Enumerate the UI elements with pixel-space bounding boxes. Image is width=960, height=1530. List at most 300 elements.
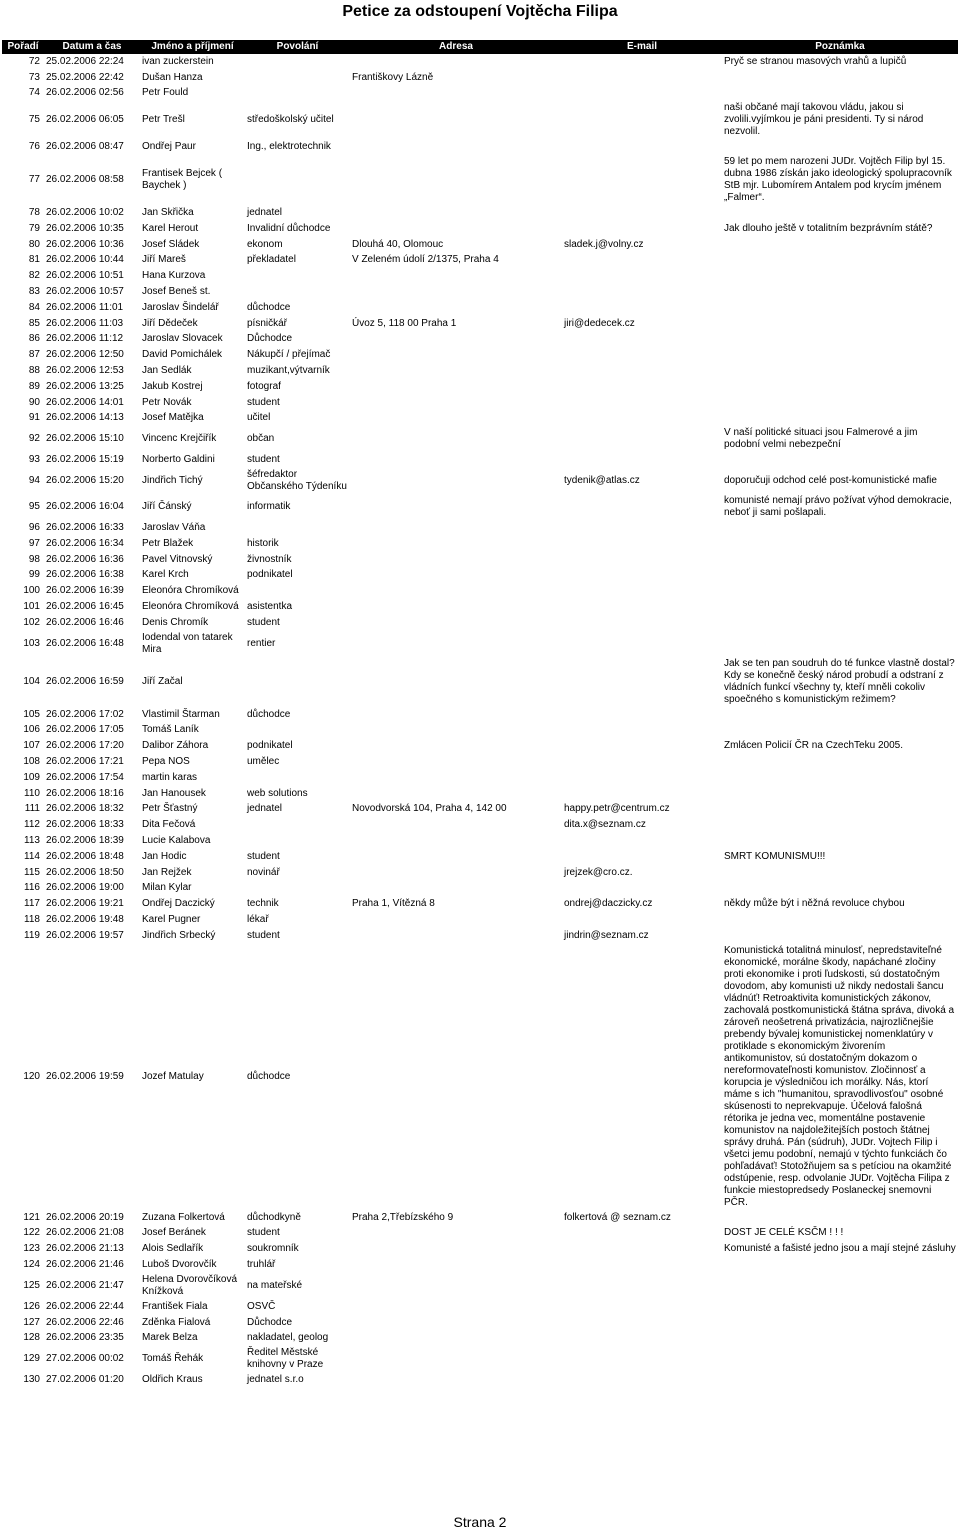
table-row: [2, 1346, 958, 1372]
row-name: Jindřich Srbecký: [142, 929, 216, 941]
row-occupation: student: [245, 615, 350, 631]
row-email: [562, 155, 722, 205]
row-address: [350, 221, 562, 237]
row-note: [722, 1299, 958, 1315]
row-order: 83: [28, 286, 40, 298]
table-row: [2, 520, 958, 536]
row-name: Alois Sedlařík: [142, 1243, 204, 1255]
row-note: [722, 552, 958, 568]
row-order: 78: [2, 205, 44, 221]
row-name: Eleonóra Chromíková: [142, 601, 239, 613]
row-email: [562, 1257, 722, 1273]
row-email: [562, 1372, 722, 1388]
row-datetime: 26.02.2006 15:20: [44, 468, 140, 494]
row-name: David Pomichálek: [142, 349, 223, 361]
row-name: Vlastimil Štarman: [142, 708, 220, 720]
row-email[interactable]: folkertová @ seznam.cz: [564, 1211, 671, 1223]
row-note: Jak dlouho ještě v totalitním bezprávním státě?: [724, 222, 933, 234]
row-email[interactable]: tydenik@atlas.cz: [562, 468, 722, 494]
row-email: [562, 253, 722, 269]
row-datetime: 25.02.2006 22:42: [46, 71, 124, 83]
row-email[interactable]: dita.x@seznam.cz: [562, 817, 722, 833]
table-row: [2, 615, 958, 631]
row-email: [562, 1346, 722, 1372]
row-address: [350, 284, 562, 300]
row-note: SMRT KOMUNISMU!!!: [722, 849, 958, 865]
row-name: Josef Sládek: [140, 237, 245, 253]
row-name: Tomáš Laník: [140, 723, 245, 739]
row-datetime: 26.02.2006 21:13: [46, 1243, 124, 1255]
row-note: [722, 452, 958, 468]
row-address: Dlouhá 40, Olomouc: [350, 237, 562, 253]
row-address: [350, 583, 562, 599]
row-email[interactable]: happy.petr@centrum.cz: [564, 803, 670, 815]
row-datetime: 26.02.2006 10:02: [44, 205, 140, 221]
row-datetime: 26.02.2006 12:50: [46, 349, 124, 361]
table-row: [2, 411, 958, 427]
row-email: [562, 599, 722, 615]
row-occupation: občan: [245, 426, 350, 452]
row-order: 97: [28, 537, 40, 549]
row-name: martin karas: [142, 771, 198, 783]
row-name: Petr Novák: [140, 395, 245, 411]
row-occupation: podnikatel: [247, 740, 293, 752]
header-occupation: Povolání: [245, 40, 350, 54]
row-order: 89: [28, 380, 40, 392]
row-order: 96: [2, 520, 44, 536]
table-row: [2, 833, 958, 849]
row-name: Karel Herout: [142, 222, 199, 234]
row-note: [722, 139, 958, 155]
row-address: [350, 494, 562, 520]
row-order: 124: [2, 1257, 44, 1273]
row-order: 73: [28, 71, 40, 83]
row-occupation: Invalidní důchodce: [247, 222, 331, 234]
row-note: [722, 770, 958, 786]
row-datetime: 26.02.2006 10:44: [46, 254, 124, 266]
row-address: [350, 54, 562, 70]
row-email: [562, 205, 722, 221]
row-address: [350, 395, 562, 411]
row-order: 122: [2, 1225, 44, 1241]
row-order: 76: [2, 139, 44, 155]
table-row: [2, 1225, 958, 1241]
row-order: 123: [23, 1243, 40, 1255]
row-email: [562, 139, 722, 155]
row-occupation: překladatel: [247, 254, 296, 266]
table-row: [2, 205, 958, 221]
row-name: Marek Belza: [140, 1330, 245, 1346]
row-address: [350, 1330, 562, 1346]
row-name: Milan Kylar: [140, 880, 245, 896]
row-note: [722, 268, 958, 284]
table-row: [2, 802, 958, 818]
row-email: [562, 452, 722, 468]
row-datetime: 26.02.2006 16:36: [44, 552, 140, 568]
row-datetime: 26.02.2006 17:02: [46, 708, 124, 720]
row-order: 119: [24, 929, 40, 941]
row-datetime: 26.02.2006 18:16: [44, 786, 140, 802]
row-order: 75: [28, 114, 40, 126]
table-row: [2, 316, 958, 332]
row-name: Karel Krch: [142, 569, 189, 581]
row-name: Jan Hanousek: [140, 786, 245, 802]
row-address: [350, 411, 562, 427]
row-datetime: 26.02.2006 02:56: [44, 86, 140, 102]
row-datetime: 26.02.2006 18:50: [46, 866, 124, 878]
row-occupation: student: [245, 395, 350, 411]
row-name: Helena Dvorovčíková Knížková: [142, 1273, 238, 1297]
row-occupation: [245, 880, 350, 896]
row-address: Praha 2,Třebízského 9: [352, 1211, 454, 1223]
row-note: Jak se ten pan soudruh do té funkce vlastně dostal? Kdy se konečně český národ probudí a odstraní z vládních funkcí všechny ty, kteří mněli cokoliv spoečného s komunistickým režimem?: [722, 657, 958, 707]
row-datetime: 26.02.2006 17:21: [44, 754, 140, 770]
row-datetime: 26.02.2006 16:38: [46, 569, 124, 581]
table-row: [2, 1241, 958, 1257]
row-note: [722, 536, 958, 552]
row-address: [350, 849, 562, 865]
row-datetime: 26.02.2006 10:57: [46, 286, 124, 298]
table-row: [2, 738, 958, 754]
table-row: [2, 599, 958, 615]
table-row: [2, 1372, 958, 1388]
row-address: [350, 615, 562, 631]
row-note: [722, 817, 958, 833]
row-occupation: [245, 70, 350, 86]
row-datetime: 26.02.2006 22:44: [44, 1299, 140, 1315]
row-address: [350, 452, 562, 468]
row-datetime: 26.02.2006 16:33: [44, 520, 140, 536]
row-occupation: Důchodce: [245, 332, 350, 348]
row-note: [722, 1372, 958, 1388]
row-order: 109: [23, 771, 40, 783]
table-row: [2, 583, 958, 599]
row-order: 117: [24, 898, 40, 910]
row-order: 87: [28, 349, 40, 361]
row-email: [562, 770, 722, 786]
table-row: [2, 849, 958, 865]
row-occupation: podnikatel: [247, 569, 293, 581]
row-order: 128: [2, 1330, 44, 1346]
row-order: 116: [2, 880, 44, 896]
table-row: [2, 268, 958, 284]
row-email: [562, 86, 722, 102]
row-datetime: 26.02.2006 20:19: [46, 1211, 124, 1223]
page-number: Strana 2: [453, 1514, 507, 1530]
row-name: Zuzana Folkertová: [142, 1211, 225, 1223]
row-datetime: 26.02.2006 16:48: [46, 637, 124, 649]
row-order: 95: [28, 501, 40, 513]
row-note: [722, 347, 958, 363]
table-row: [2, 139, 958, 155]
row-note: [722, 707, 958, 723]
row-datetime: 26.02.2006 22:46: [46, 1316, 124, 1328]
row-email: [562, 849, 722, 865]
row-occupation: lékař: [245, 912, 350, 928]
table-row: [2, 1210, 958, 1226]
row-occupation: důchodce: [245, 300, 350, 316]
row-datetime: 26.02.2006 16:34: [46, 537, 124, 549]
row-note: [722, 599, 958, 615]
row-datetime: 26.02.2006 21:46: [44, 1257, 140, 1273]
row-datetime: 26.02.2006 21:08: [44, 1225, 140, 1241]
row-email: [562, 1315, 722, 1331]
row-email: [562, 1330, 722, 1346]
row-address: Praha 1, Vítězná 8: [352, 898, 435, 910]
row-name: Vincenc Krejčiřík: [140, 426, 245, 452]
table-row: [2, 770, 958, 786]
row-occupation: učitel: [247, 412, 271, 424]
row-note: [722, 205, 958, 221]
row-name: Jan Skřička: [140, 205, 245, 221]
row-occupation: umělec: [245, 754, 350, 770]
row-order: 74: [2, 86, 44, 102]
row-datetime: 26.02.2006 18:33: [44, 817, 140, 833]
row-email: [562, 880, 722, 896]
row-datetime: 26.02.2006 11:03: [46, 317, 124, 329]
row-order: 112: [2, 817, 44, 833]
row-email: [562, 1299, 722, 1315]
row-note: [722, 395, 958, 411]
table-row: [2, 928, 958, 944]
row-order: 107: [23, 740, 40, 752]
row-occupation: [245, 833, 350, 849]
table-row: [2, 1330, 958, 1346]
row-note: [722, 880, 958, 896]
row-note: [722, 379, 958, 395]
row-occupation: důchodkyně: [247, 1211, 301, 1223]
row-occupation: důchodce: [245, 944, 350, 1210]
row-order: 105: [23, 708, 40, 720]
row-order: 100: [2, 583, 44, 599]
row-occupation: [245, 155, 350, 205]
row-occupation: [245, 817, 350, 833]
row-address: [350, 833, 562, 849]
row-occupation: [245, 583, 350, 599]
row-occupation: student: [247, 454, 280, 466]
row-note: [722, 723, 958, 739]
row-order: 114: [2, 849, 44, 865]
row-note: [722, 754, 958, 770]
row-datetime: 26.02.2006 17:54: [46, 771, 124, 783]
row-address: [350, 1372, 562, 1388]
row-occupation: [245, 657, 350, 707]
row-note: [722, 70, 958, 86]
row-name: Iodendal von tatarek Mira: [142, 631, 233, 655]
table-row: [2, 426, 958, 452]
row-datetime: 26.02.2006 10:36: [44, 237, 140, 253]
row-note: [722, 928, 958, 944]
row-datetime: 26.02.2006 10:51: [44, 268, 140, 284]
table-row: [2, 896, 958, 912]
table-row: [2, 1257, 958, 1273]
row-name: Oldřich Kraus: [140, 1372, 245, 1388]
row-datetime: 26.02.2006 19:21: [46, 898, 124, 910]
row-note: Zmlácen Policií ČR na CzechTeku 2005.: [724, 740, 903, 752]
row-order: 110: [2, 786, 44, 802]
row-address: [350, 1257, 562, 1273]
row-occupation: jednatel s.r.o: [245, 1372, 350, 1388]
row-occupation: historik: [247, 537, 279, 549]
row-name: Petr Fould: [140, 86, 245, 102]
row-email: [562, 583, 722, 599]
row-order: 86: [2, 332, 44, 348]
row-occupation: [245, 54, 350, 70]
row-datetime: 27.02.2006 01:20: [44, 1372, 140, 1388]
row-name: Jaroslav Váňa: [140, 520, 245, 536]
table-row: [2, 865, 958, 881]
row-address: [350, 880, 562, 896]
row-order: 120: [2, 944, 44, 1210]
row-note: [722, 300, 958, 316]
row-occupation: [245, 520, 350, 536]
row-note: komunisté nemají právo požívat výhod demokracie, neboť ji sami pošlapali.: [724, 495, 952, 519]
row-datetime: 26.02.2006 19:00: [44, 880, 140, 896]
row-email: [562, 54, 722, 70]
header-datetime: Datum a čas: [44, 40, 140, 54]
row-name: Petr Trešl: [142, 114, 185, 126]
row-order: 125: [23, 1279, 40, 1291]
row-name: Zděnka Fialová: [142, 1316, 211, 1328]
row-email: [562, 332, 722, 348]
row-address: [350, 707, 562, 723]
row-note: naši občané mají takovou vládu, jakou si zvolili.vyjímkou je páni presidenti. Ty si národ nezvolil.: [724, 102, 924, 138]
row-datetime: 27.02.2006 00:02: [46, 1353, 124, 1365]
row-order: 91: [28, 412, 40, 424]
row-order: 121: [23, 1211, 40, 1223]
row-address: [350, 1315, 562, 1331]
row-order: 84: [2, 300, 44, 316]
row-address: Františkovy Lázně: [352, 71, 434, 83]
row-name: Jan Sedlák: [140, 363, 245, 379]
row-email[interactable]: jrejzek@cro.cz.: [564, 866, 633, 878]
row-note: [722, 833, 958, 849]
row-order: 106: [2, 723, 44, 739]
row-email: [562, 568, 722, 584]
row-address: [350, 347, 562, 363]
row-name: Pavel Vitnovský: [140, 552, 245, 568]
row-datetime: 26.02.2006 10:35: [46, 222, 124, 234]
row-address: [350, 1273, 562, 1299]
row-email: [562, 520, 722, 536]
row-note: [722, 631, 958, 657]
row-occupation: technik: [247, 898, 279, 910]
row-occupation: truhlář: [245, 1257, 350, 1273]
row-note: doporučuji odchod celé post-komunistické mafie: [722, 468, 958, 494]
row-email: [562, 631, 722, 657]
row-note: DOST JE CELÉ KSČM ! ! !: [722, 1225, 958, 1241]
table-row: [2, 253, 958, 269]
row-address: [350, 738, 562, 754]
header-address: Adresa: [350, 40, 562, 54]
row-name: Hana Kurzova: [140, 268, 245, 284]
row-occupation: jednatel: [245, 205, 350, 221]
row-datetime: 26.02.2006 23:35: [44, 1330, 140, 1346]
row-occupation: student: [245, 849, 350, 865]
row-name: Lucie Kalabova: [142, 834, 211, 846]
row-note: [722, 1210, 958, 1226]
row-address: [350, 101, 562, 139]
row-occupation: středoškolský učitel: [247, 114, 334, 126]
row-name: Jiří Čánský: [142, 501, 192, 513]
row-address: [350, 599, 562, 615]
table-row: [2, 300, 958, 316]
row-email: [562, 347, 722, 363]
row-email[interactable]: jindrin@seznam.cz: [564, 929, 649, 941]
row-note: [722, 802, 958, 818]
row-datetime: 26.02.2006 18:32: [46, 803, 124, 815]
table-row: [2, 494, 958, 520]
row-name: Jan Hodic: [140, 849, 245, 865]
row-email[interactable]: ondrej@daczicky.cz: [564, 898, 653, 910]
row-order: 85: [28, 317, 40, 329]
table-row: [2, 347, 958, 363]
row-datetime: 26.02.2006 16:45: [46, 601, 124, 613]
row-email: [562, 284, 722, 300]
petition-table: [2, 40, 958, 1388]
row-name: Dušan Hanza: [142, 71, 203, 83]
row-email: [562, 1241, 722, 1257]
row-name: Josef Beránek: [140, 1225, 245, 1241]
row-name: Jaroslav Šindelář: [140, 300, 245, 316]
row-occupation: muzikant,výtvarník: [245, 363, 350, 379]
row-name: ivan zuckerstein: [140, 54, 245, 70]
table-row: [2, 880, 958, 896]
row-datetime: 26.02.2006 16:04: [46, 501, 124, 513]
row-occupation: [245, 284, 350, 300]
row-note: [722, 1330, 958, 1346]
row-order: 81: [28, 254, 40, 266]
row-address: [350, 1241, 562, 1257]
row-order: 82: [2, 268, 44, 284]
row-email: [562, 426, 722, 452]
row-note: [722, 411, 958, 427]
table-row: [2, 237, 958, 253]
header-email: E-mail: [562, 40, 722, 54]
row-order: 130: [2, 1372, 44, 1388]
row-email: [562, 379, 722, 395]
row-order: 113: [24, 834, 40, 846]
row-email[interactable]: jiri@dedecek.cz: [564, 317, 635, 329]
row-name: František Fiala: [140, 1299, 245, 1315]
row-datetime: 26.02.2006 19:48: [44, 912, 140, 928]
row-email: [562, 615, 722, 631]
row-note: [722, 583, 958, 599]
row-order: 108: [2, 754, 44, 770]
row-address: Novodvorská 104, Praha 4, 142 00: [352, 803, 507, 815]
table-row: [2, 221, 958, 237]
row-email[interactable]: sladek.j@volny.cz: [562, 237, 722, 253]
row-note: [722, 363, 958, 379]
row-order: 129: [23, 1353, 40, 1365]
row-address: V Zeleném údolí 2/1375, Praha 4: [352, 254, 499, 266]
row-address: [350, 928, 562, 944]
row-email: [562, 786, 722, 802]
table-row: [2, 1299, 958, 1315]
table-row: [2, 155, 958, 205]
row-occupation: [245, 770, 350, 786]
row-note: [722, 237, 958, 253]
table-row: [2, 468, 958, 494]
table-row: [2, 723, 958, 739]
row-note: [722, 786, 958, 802]
row-occupation: informatik: [247, 501, 291, 513]
row-datetime: 26.02.2006 11:12: [44, 332, 140, 348]
row-order: 103: [23, 637, 40, 649]
row-name: Ondřej Paur: [140, 139, 245, 155]
row-note: V naší politické situaci jsou Falmerové a jim podobní velmi nebezpeční: [722, 426, 958, 452]
row-note: [722, 1346, 958, 1372]
